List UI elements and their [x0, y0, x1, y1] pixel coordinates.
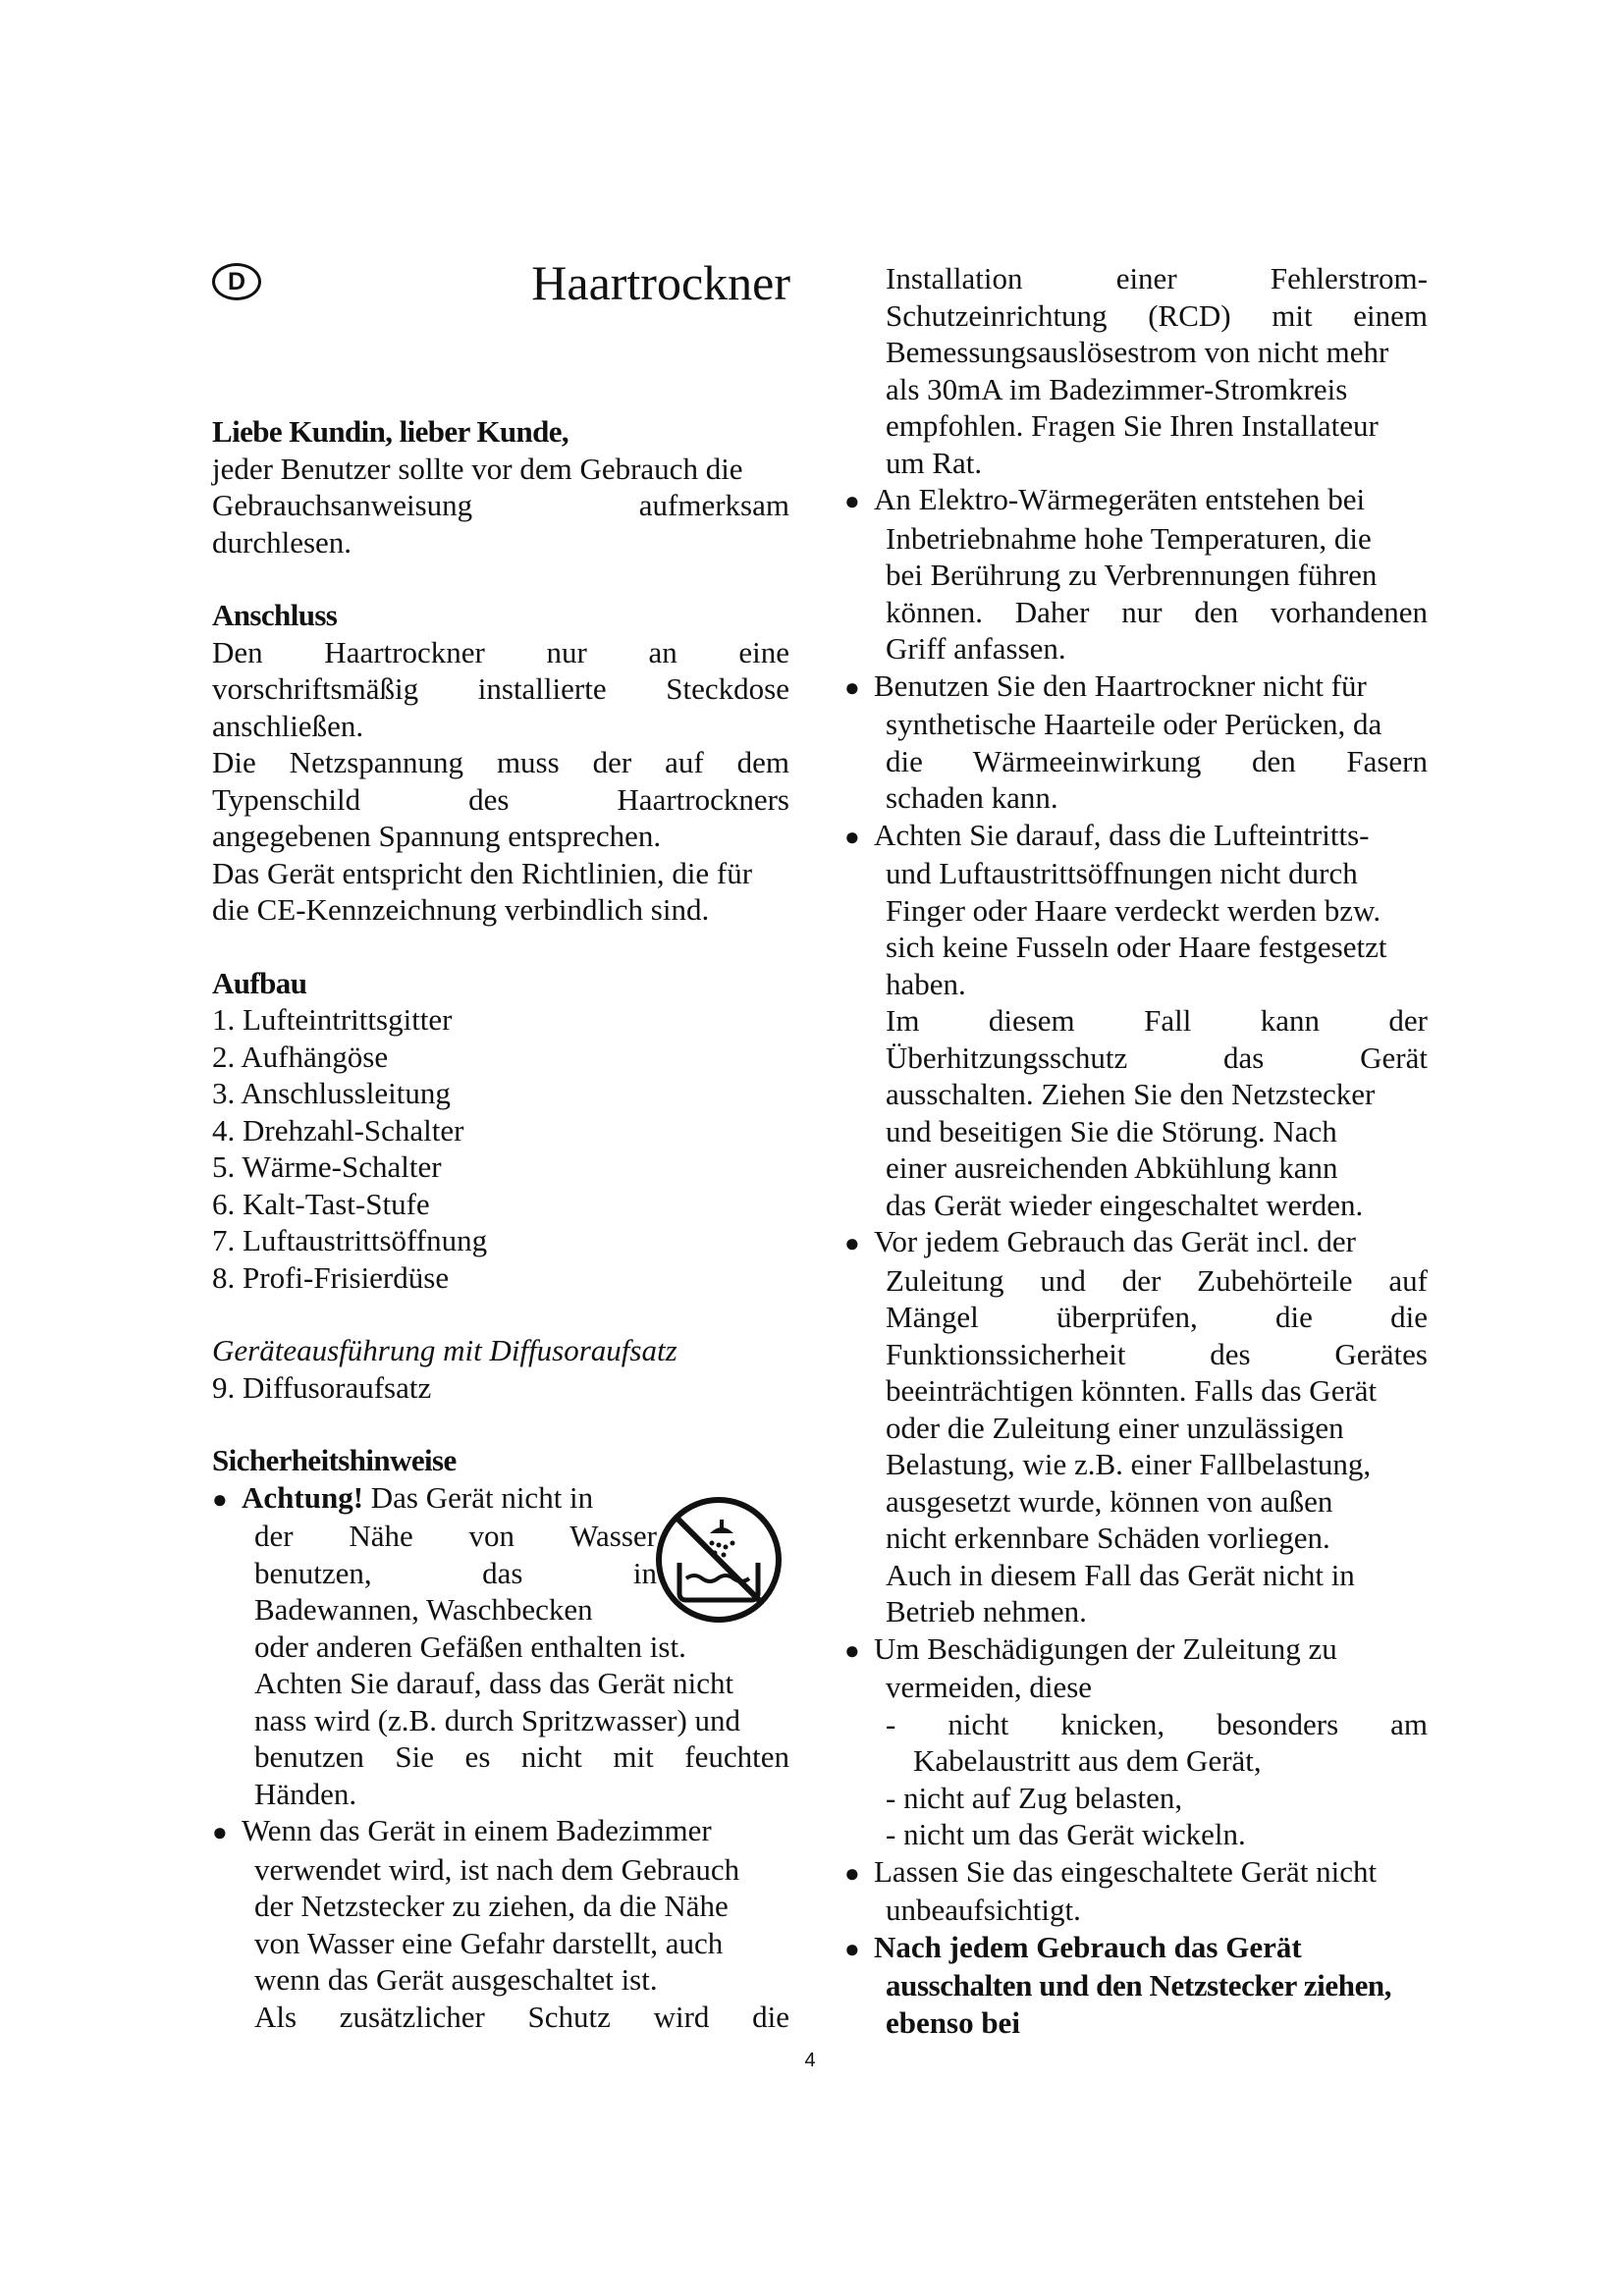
text-line: ausschalten. Ziehen Sie den Netzstecker [886, 1077, 1376, 1111]
text-line: nass wird (z.B. durch Spritzwasser) und [254, 1702, 741, 1737]
list-item: 2. Aufhängöse [212, 1039, 389, 1074]
bullet-item [844, 1853, 1428, 1893]
text-fragment: An Elektro-Wärmegeräten entstehen bei [874, 482, 1366, 516]
text-line: Schutzeinrichtung (RCD) mit einem [886, 297, 1428, 333]
text-fragment: Nach jedem Gebrauch das Gerät [874, 1929, 1302, 1964]
page-number: 4 [804, 2050, 816, 2071]
bullet-icon: ● [844, 1934, 860, 1963]
greeting-heading: Liebe Kundin, lieber Kunde, [212, 414, 569, 449]
text-line: schaden kann. [886, 780, 1058, 815]
text-line: durchlesen. [212, 524, 352, 560]
bullet-icon: ● [844, 487, 860, 515]
text-line: oder die Zuleitung einer unzulässigen [886, 1410, 1344, 1445]
text-line: Badewannen, Waschbecken [254, 1592, 593, 1627]
bullet-icon: ● [844, 1858, 860, 1888]
text-line: einer ausreichenden Abkühlung kann [886, 1150, 1338, 1185]
text-line: Mängel überprüfen, die die [886, 1300, 1428, 1334]
text-line: Finger oder Haare verdeckt werden bzw. [886, 892, 1381, 928]
text-line: jeder Benutzer sollte vor dem Gebrauch die [212, 451, 743, 486]
text-line: Überhitzungsschutz das Gerät [886, 1040, 1428, 1075]
text-line: als 30mA im Badezimmer-Stromkreis [886, 371, 1348, 406]
text-line: der Nähe von Wasser [254, 1519, 657, 1553]
text-line: Inbetriebnahme hohe Temperaturen, die [886, 520, 1372, 556]
text-line: Gebrauchsanweisung aufmerksam [212, 488, 789, 522]
text-line: Betrieb nehmen. [886, 1594, 1087, 1629]
text-line: das Gerät wieder eingeschaltet werden. [886, 1187, 1364, 1222]
text-line: Kabelaustritt aus dem Gerät, [913, 1743, 1262, 1778]
text-line: Bemessungsauslösestrom von nicht mehr [886, 335, 1389, 369]
text-line: anschließen. [212, 708, 364, 743]
bullet-item [844, 667, 1428, 707]
text-line: Griff anfassen. [886, 631, 1066, 666]
text-line: Funktionssicherheit des Gerätes [886, 1336, 1428, 1371]
text-line: oder anderen Gefäßen enthalten ist. [254, 1629, 686, 1664]
text-fragment: Wenn das Gerät in einem Badezimmer [242, 1813, 712, 1847]
text-line: Installation einer Fehlerstrom- [886, 261, 1428, 295]
left-column [212, 0, 789, 2035]
list-item: 1. Lufteintrittsgitter [212, 1002, 453, 1037]
text-line: ebenso bei [886, 2004, 1020, 2040]
language-badge: D [212, 263, 261, 300]
list-item: 7. Luftaustrittsöffnung [212, 1223, 488, 1257]
dash-item: - nicht auf Zug belasten, [886, 1780, 1183, 1815]
variant-heading: Geräteausführung mit Diffusoraufsatz [212, 1333, 677, 1367]
text-line: empfohlen. Fragen Sie Ihren Installateur [886, 408, 1379, 443]
text-line: Belastung, wie z.B. einer Fallbelastung, [886, 1447, 1372, 1481]
page-title: Haartrockner [531, 255, 790, 310]
text-line: benutzen, das in [254, 1555, 657, 1590]
text-line: um Rat. [886, 445, 983, 480]
text-line: Als zusätzlicher Schutz wird die [254, 1999, 789, 2034]
text-line: der Netzstecker zu ziehen, da die Nähe [254, 1889, 729, 1923]
text-line: wenn das Gerät ausgeschaltet ist. [254, 1962, 658, 1997]
text-line: Auch in diesem Fall das Gerät nicht in [886, 1557, 1355, 1592]
text-line: Achten Sie darauf, dass das Gerät nicht [254, 1666, 734, 1700]
dash-item: - nicht um das Gerät wickeln. [886, 1817, 1246, 1851]
list-item: 9. Diffusoraufsatz [212, 1369, 432, 1405]
text-line: Zuleitung und der Zubehörteile auf [886, 1262, 1428, 1298]
section-heading-aufbau: Aufbau [212, 965, 307, 1000]
text-fragment: Achten Sie darauf, dass die Lufteintritts- [874, 817, 1370, 852]
text-line: sich keine Fusseln oder Haare festgesetzt [886, 930, 1387, 964]
list-item: 8. Profi-Frisierdüse [212, 1259, 450, 1295]
bullet-icon: ● [844, 822, 860, 851]
no-water-use-icon [653, 1494, 785, 1626]
list-item: 6. Kalt-Tast-Stufe [212, 1186, 430, 1221]
text-line: verwendet wird, ist nach dem Gebrauch [254, 1851, 740, 1887]
text-fragment: Vor jedem Gebrauch das Gerät incl. der [874, 1224, 1356, 1258]
text-line: vermeiden, diese [886, 1670, 1093, 1704]
bullet-icon: ● [212, 1484, 228, 1514]
text-line: und Luftaustrittsöffnungen nicht durch [886, 856, 1358, 890]
dash-item: - nicht knicken, besonders am [886, 1706, 1428, 1741]
bullet-icon: ● [844, 1229, 860, 1257]
text-line: Den Haartrockner nur an eine [212, 634, 789, 669]
text-fragment: Benutzen Sie den Haartrockner nicht für [874, 667, 1367, 703]
text-line: Im diesem Fall kann der [886, 1003, 1428, 1038]
bullet-item [844, 817, 1428, 856]
text-line: können. Daher nur den vorhandenen [886, 594, 1428, 629]
text-line: synthetische Haarteile oder Perücken, da [886, 707, 1382, 741]
text-line: Händen. [254, 1776, 357, 1811]
section-heading-anschluss: Anschluss [212, 598, 338, 632]
right-column [844, 0, 1428, 2041]
section-heading-safety: Sicherheitshinweise [212, 1443, 457, 1477]
text-fragment: Um Beschädigungen der Zuleitung zu [874, 1630, 1337, 1666]
bullet-icon: ● [212, 1818, 228, 1846]
text-line: von Wasser eine Gefahr darstellt, auch [254, 1925, 724, 1960]
text-line: unbeaufsichtigt. [886, 1893, 1081, 1927]
text-line: benutzen Sie es nicht mit feuchten [254, 1739, 789, 1774]
text-fragment: Lassen Sie das eingeschaltete Gerät nicht [874, 1853, 1378, 1889]
text-line: Typenschild des Haartrockners [212, 781, 789, 817]
bullet-icon: ● [844, 672, 860, 702]
warning-label: Achtung! [242, 1479, 364, 1515]
text-line: vorschriftsmäßig installierte Steckdose [212, 671, 789, 706]
text-fragment: Das Gerät nicht in [363, 1479, 594, 1515]
text-line: die CE-Kennzeichnung verbindlich sind. [212, 892, 710, 927]
text-line: haben. [886, 966, 966, 1001]
text-line: ausgesetzt wurde, können von außen [886, 1483, 1333, 1519]
bullet-icon: ● [844, 1635, 860, 1665]
text-line: ausschalten und den Netzstecker ziehen, [886, 1968, 1392, 2002]
text-line: nicht erkennbare Schäden vorliegen. [886, 1521, 1330, 1555]
text-line: bei Berührung zu Verbrennungen führen [886, 558, 1378, 592]
text-line: und beseitigen Sie die Störung. Nach [886, 1113, 1337, 1148]
list-item: 3. Anschlussleitung [212, 1076, 451, 1110]
bullet-item [844, 1929, 1428, 1968]
bullet-item [844, 481, 1428, 520]
text-line: beeinträchtigen könnten. Falls das Gerät [886, 1373, 1378, 1408]
text-line: angegebenen Spannung entsprechen. [212, 819, 662, 853]
text-line: Das Gerät entspricht den Richtlinien, die für [212, 855, 753, 890]
bullet-item [844, 1630, 1428, 1670]
text-line: die Wärmeeinwirkung den Fasern [886, 743, 1428, 778]
bullet-item [212, 1812, 789, 1851]
text-line: Die Netzspannung muss der auf dem [212, 745, 789, 779]
list-item: 4. Drehzahl-Schalter [212, 1112, 464, 1148]
bullet-item [844, 1223, 1428, 1262]
list-item: 5. Wärme-Schalter [212, 1149, 442, 1184]
